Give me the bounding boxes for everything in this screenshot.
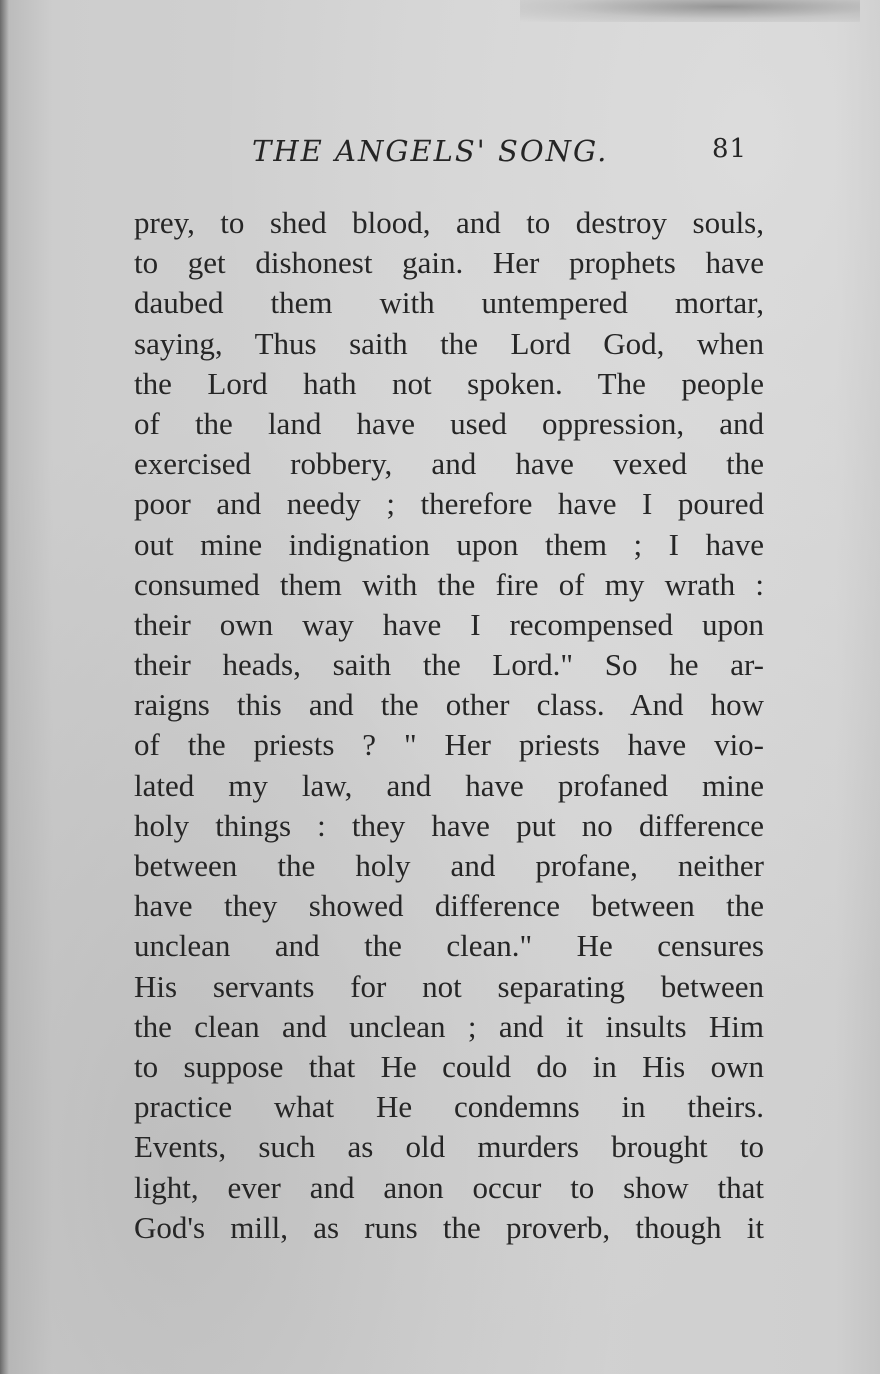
text-line: prey, to shed blood, and to destroy souls, [134,205,764,240]
body-text [134,203,764,1248]
text-line: His servants for not separating between [134,968,764,1004]
text-line: poor and needy ; therefore have I poured [134,486,764,522]
binding-edge [0,0,9,1374]
text-line: between the holy and profane, neither [134,848,764,883]
text-line: their heads, saith the Lord." So he ar- [134,647,764,683]
text-line: practice what He condemns in theirs. [134,1089,764,1125]
text-line: lated my law, and have profaned mine [134,767,764,803]
text-line: the Lord hath not spoken. The people [134,365,764,401]
text-line: to get dishonest gain. Her prophets have [134,245,764,281]
text-line: Events, such as old murders brought to [134,1129,764,1165]
text-line: exercised robbery, and have vexed the [134,446,764,482]
paper-stain [520,0,860,22]
text-line: saying, Thus saith the Lord God, when [134,325,764,361]
text-line: their own way have I recompensed upon [134,606,764,642]
text-line: consumed them with the fire of my wrath : [134,566,764,602]
running-title: THE ANGELS' SONG. [252,134,609,168]
text-line: holy things : they have put no difference [134,807,764,843]
text-line: raigns this and the other class. And how [134,687,764,723]
text-line: unclean and the clean." He censures [134,928,764,964]
text-line: to suppose that He could do in His own [134,1048,764,1084]
page-header [0,134,880,174]
text-line: have they showed difference between the [134,888,764,924]
text-line: of the land have used oppression, and [134,405,764,441]
text-line: light, ever and anon occur to show that [134,1169,764,1205]
text-line: God's mill, as runs the proverb, though it [134,1209,764,1245]
text-line: daubed them with untempered mortar, [134,285,764,321]
text-line: the clean and unclean ; and it insults Him [134,1008,764,1044]
page-number: 81 [712,134,748,164]
text-line: of the priests ? " Her priests have vio- [134,727,764,763]
text-line: out mine indignation upon them ; I have [134,526,764,562]
